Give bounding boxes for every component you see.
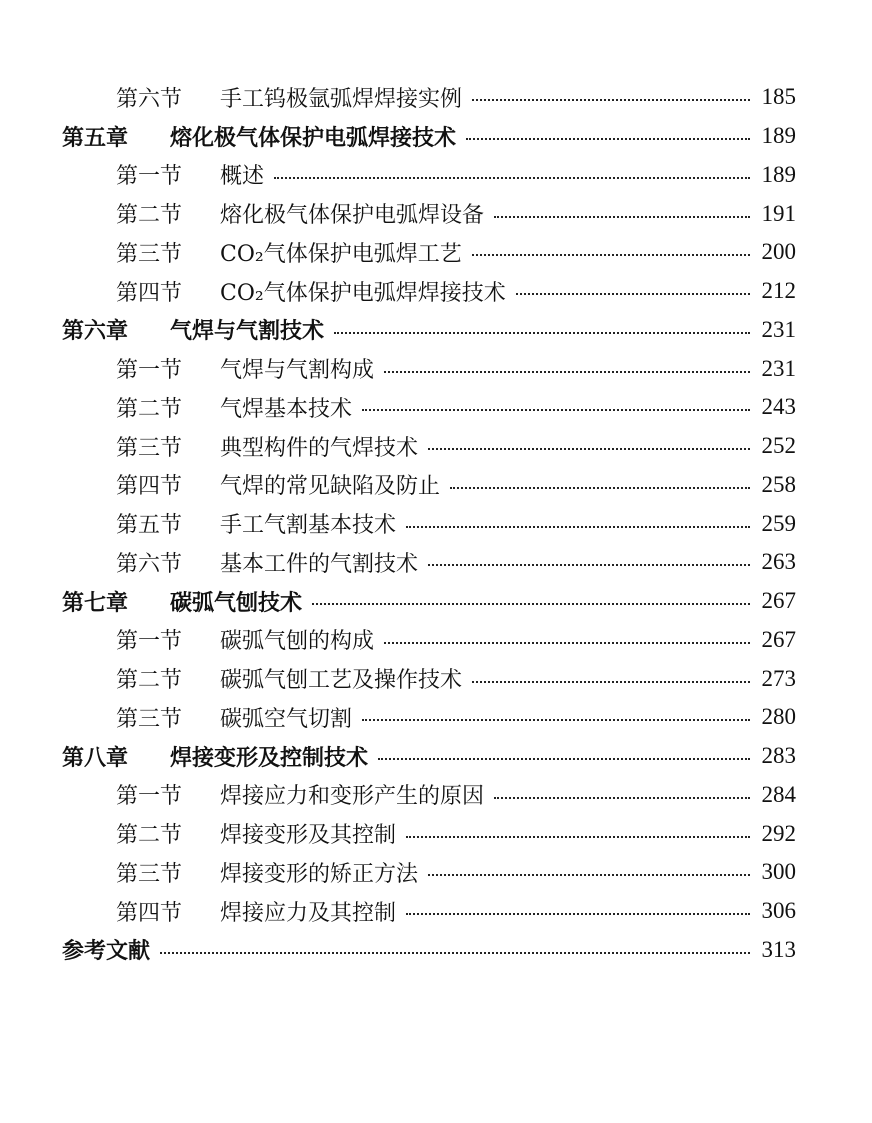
entry-title: 焊接变形及控制技术 xyxy=(170,744,369,771)
toc-chapter-entry xyxy=(0,931,796,970)
toc-section-entry xyxy=(0,543,796,582)
toc-section-entry xyxy=(0,78,796,117)
entry-title: 典型构件的气焊技术 xyxy=(220,435,419,461)
toc-chapter-entry xyxy=(0,117,796,156)
page-number: 313 xyxy=(761,936,796,962)
entry-number: 第二节 xyxy=(116,396,183,422)
entry-title: 焊接应力和变形产生的原因 xyxy=(220,784,485,810)
toc-section-entry xyxy=(0,698,796,737)
toc-section-entry xyxy=(0,504,796,543)
dot-leader xyxy=(312,603,750,605)
entry-title: 气焊基本技术 xyxy=(220,396,353,422)
toc-section-entry xyxy=(0,156,796,195)
page-number: 300 xyxy=(761,859,796,885)
page-number: 267 xyxy=(761,626,796,652)
dot-leader xyxy=(362,719,750,721)
dot-leader xyxy=(516,293,750,295)
page-number: 292 xyxy=(761,820,796,846)
dot-leader xyxy=(494,216,750,218)
page-number: 185 xyxy=(761,84,796,110)
entry-title: 焊接变形及其控制 xyxy=(220,823,397,849)
dot-leader xyxy=(384,642,750,644)
toc-chapter-entry xyxy=(0,582,796,621)
entry-title: 手工钨极氩弧焊焊接实例 xyxy=(220,86,463,112)
toc-section-entry xyxy=(0,427,796,466)
dot-leader xyxy=(428,564,750,566)
toc-section-entry xyxy=(0,466,796,505)
entry-number: 第二节 xyxy=(116,823,183,849)
page-number: 243 xyxy=(761,394,796,420)
toc-section-entry xyxy=(0,621,796,660)
page-number: 231 xyxy=(761,355,796,381)
entry-title: 气焊与气割构成 xyxy=(220,358,375,384)
entry-number: 第四节 xyxy=(116,280,183,306)
entry-title: 熔化极气体保护电弧焊接技术 xyxy=(170,124,457,151)
page-number: 283 xyxy=(761,743,796,769)
dot-leader xyxy=(378,758,750,760)
dot-leader xyxy=(406,836,750,838)
entry-number: 第六章 xyxy=(62,318,129,345)
entry-number: 第七章 xyxy=(62,589,129,616)
dot-leader xyxy=(428,874,750,876)
entry-number: 第二节 xyxy=(116,203,183,229)
table-of-contents xyxy=(0,78,872,969)
entry-title: 焊接变形的矫正方法 xyxy=(220,861,419,887)
dot-leader xyxy=(362,409,750,411)
page-number: 231 xyxy=(761,316,796,342)
page-number: 259 xyxy=(761,510,796,536)
entry-title: 气焊的常见缺陷及防止 xyxy=(220,474,441,500)
entry-title: 碳弧空气切割 xyxy=(220,706,353,732)
entry-title: 熔化极气体保护电弧焊设备 xyxy=(220,203,485,229)
entry-number: 第三节 xyxy=(116,861,183,887)
dot-leader xyxy=(494,797,750,799)
dot-leader xyxy=(406,913,750,915)
entry-number: 第三节 xyxy=(116,435,183,461)
entry-number: 第一节 xyxy=(116,784,183,810)
dot-leader xyxy=(334,332,750,334)
entry-number: 第五章 xyxy=(62,124,129,151)
dot-leader xyxy=(160,952,750,954)
dot-leader xyxy=(406,526,750,528)
dot-leader xyxy=(472,254,750,256)
toc-chapter-entry xyxy=(0,311,796,350)
page-number: 189 xyxy=(761,123,796,149)
entry-title: 参考文献 xyxy=(62,938,151,965)
entry-number: 第五节 xyxy=(116,513,183,539)
toc-section-entry xyxy=(0,349,796,388)
page-number: 306 xyxy=(761,898,796,924)
toc-section-entry xyxy=(0,233,796,272)
toc-section-entry xyxy=(0,776,796,815)
entry-title: 概述 xyxy=(220,164,265,190)
page-number: 200 xyxy=(761,239,796,265)
toc-section-entry xyxy=(0,272,796,311)
entry-number: 第六节 xyxy=(116,86,183,112)
dot-leader xyxy=(428,448,750,450)
entry-title: CO₂气体保护电弧焊工艺 xyxy=(220,241,462,267)
page-number: 189 xyxy=(761,161,796,187)
toc-section-entry xyxy=(0,892,796,931)
entry-number: 第六节 xyxy=(116,551,183,577)
entry-number: 第四节 xyxy=(116,900,183,926)
entry-title: 碳弧气刨技术 xyxy=(170,589,303,616)
dot-leader xyxy=(274,177,750,179)
toc-section-entry xyxy=(0,194,796,233)
entry-number: 第三节 xyxy=(116,706,183,732)
entry-title: 焊接应力及其控制 xyxy=(220,900,397,926)
entry-number: 第三节 xyxy=(116,241,183,267)
toc-section-entry xyxy=(0,388,796,427)
page-number: 273 xyxy=(761,665,796,691)
entry-number: 第四节 xyxy=(116,474,183,500)
entry-title: CO₂气体保护电弧焊焊接技术 xyxy=(220,280,506,306)
entry-title: 碳弧气刨的构成 xyxy=(220,629,375,655)
dot-leader xyxy=(384,371,750,373)
toc-section-entry xyxy=(0,814,796,853)
toc-chapter-entry xyxy=(0,737,796,776)
entry-number: 第八章 xyxy=(62,744,129,771)
page-number: 267 xyxy=(761,588,796,614)
entry-number: 第二节 xyxy=(116,668,183,694)
page-number: 191 xyxy=(761,200,796,226)
entry-number: 第一节 xyxy=(116,358,183,384)
page-number: 280 xyxy=(761,704,796,730)
page-number: 252 xyxy=(761,433,796,459)
entry-title: 碳弧气刨工艺及操作技术 xyxy=(220,668,463,694)
toc-section-entry xyxy=(0,853,796,892)
entry-number: 第一节 xyxy=(116,164,183,190)
page-number: 258 xyxy=(761,471,796,497)
page-number: 212 xyxy=(761,278,796,304)
entry-title: 基本工件的气割技术 xyxy=(220,551,419,577)
dot-leader xyxy=(466,138,750,140)
page-number: 284 xyxy=(761,781,796,807)
toc-section-entry xyxy=(0,659,796,698)
entry-title: 气焊与气割技术 xyxy=(170,318,325,345)
dot-leader xyxy=(472,99,750,101)
page-number: 263 xyxy=(761,549,796,575)
dot-leader xyxy=(450,487,750,489)
dot-leader xyxy=(472,681,750,683)
entry-number: 第一节 xyxy=(116,629,183,655)
entry-title: 手工气割基本技术 xyxy=(220,513,397,539)
